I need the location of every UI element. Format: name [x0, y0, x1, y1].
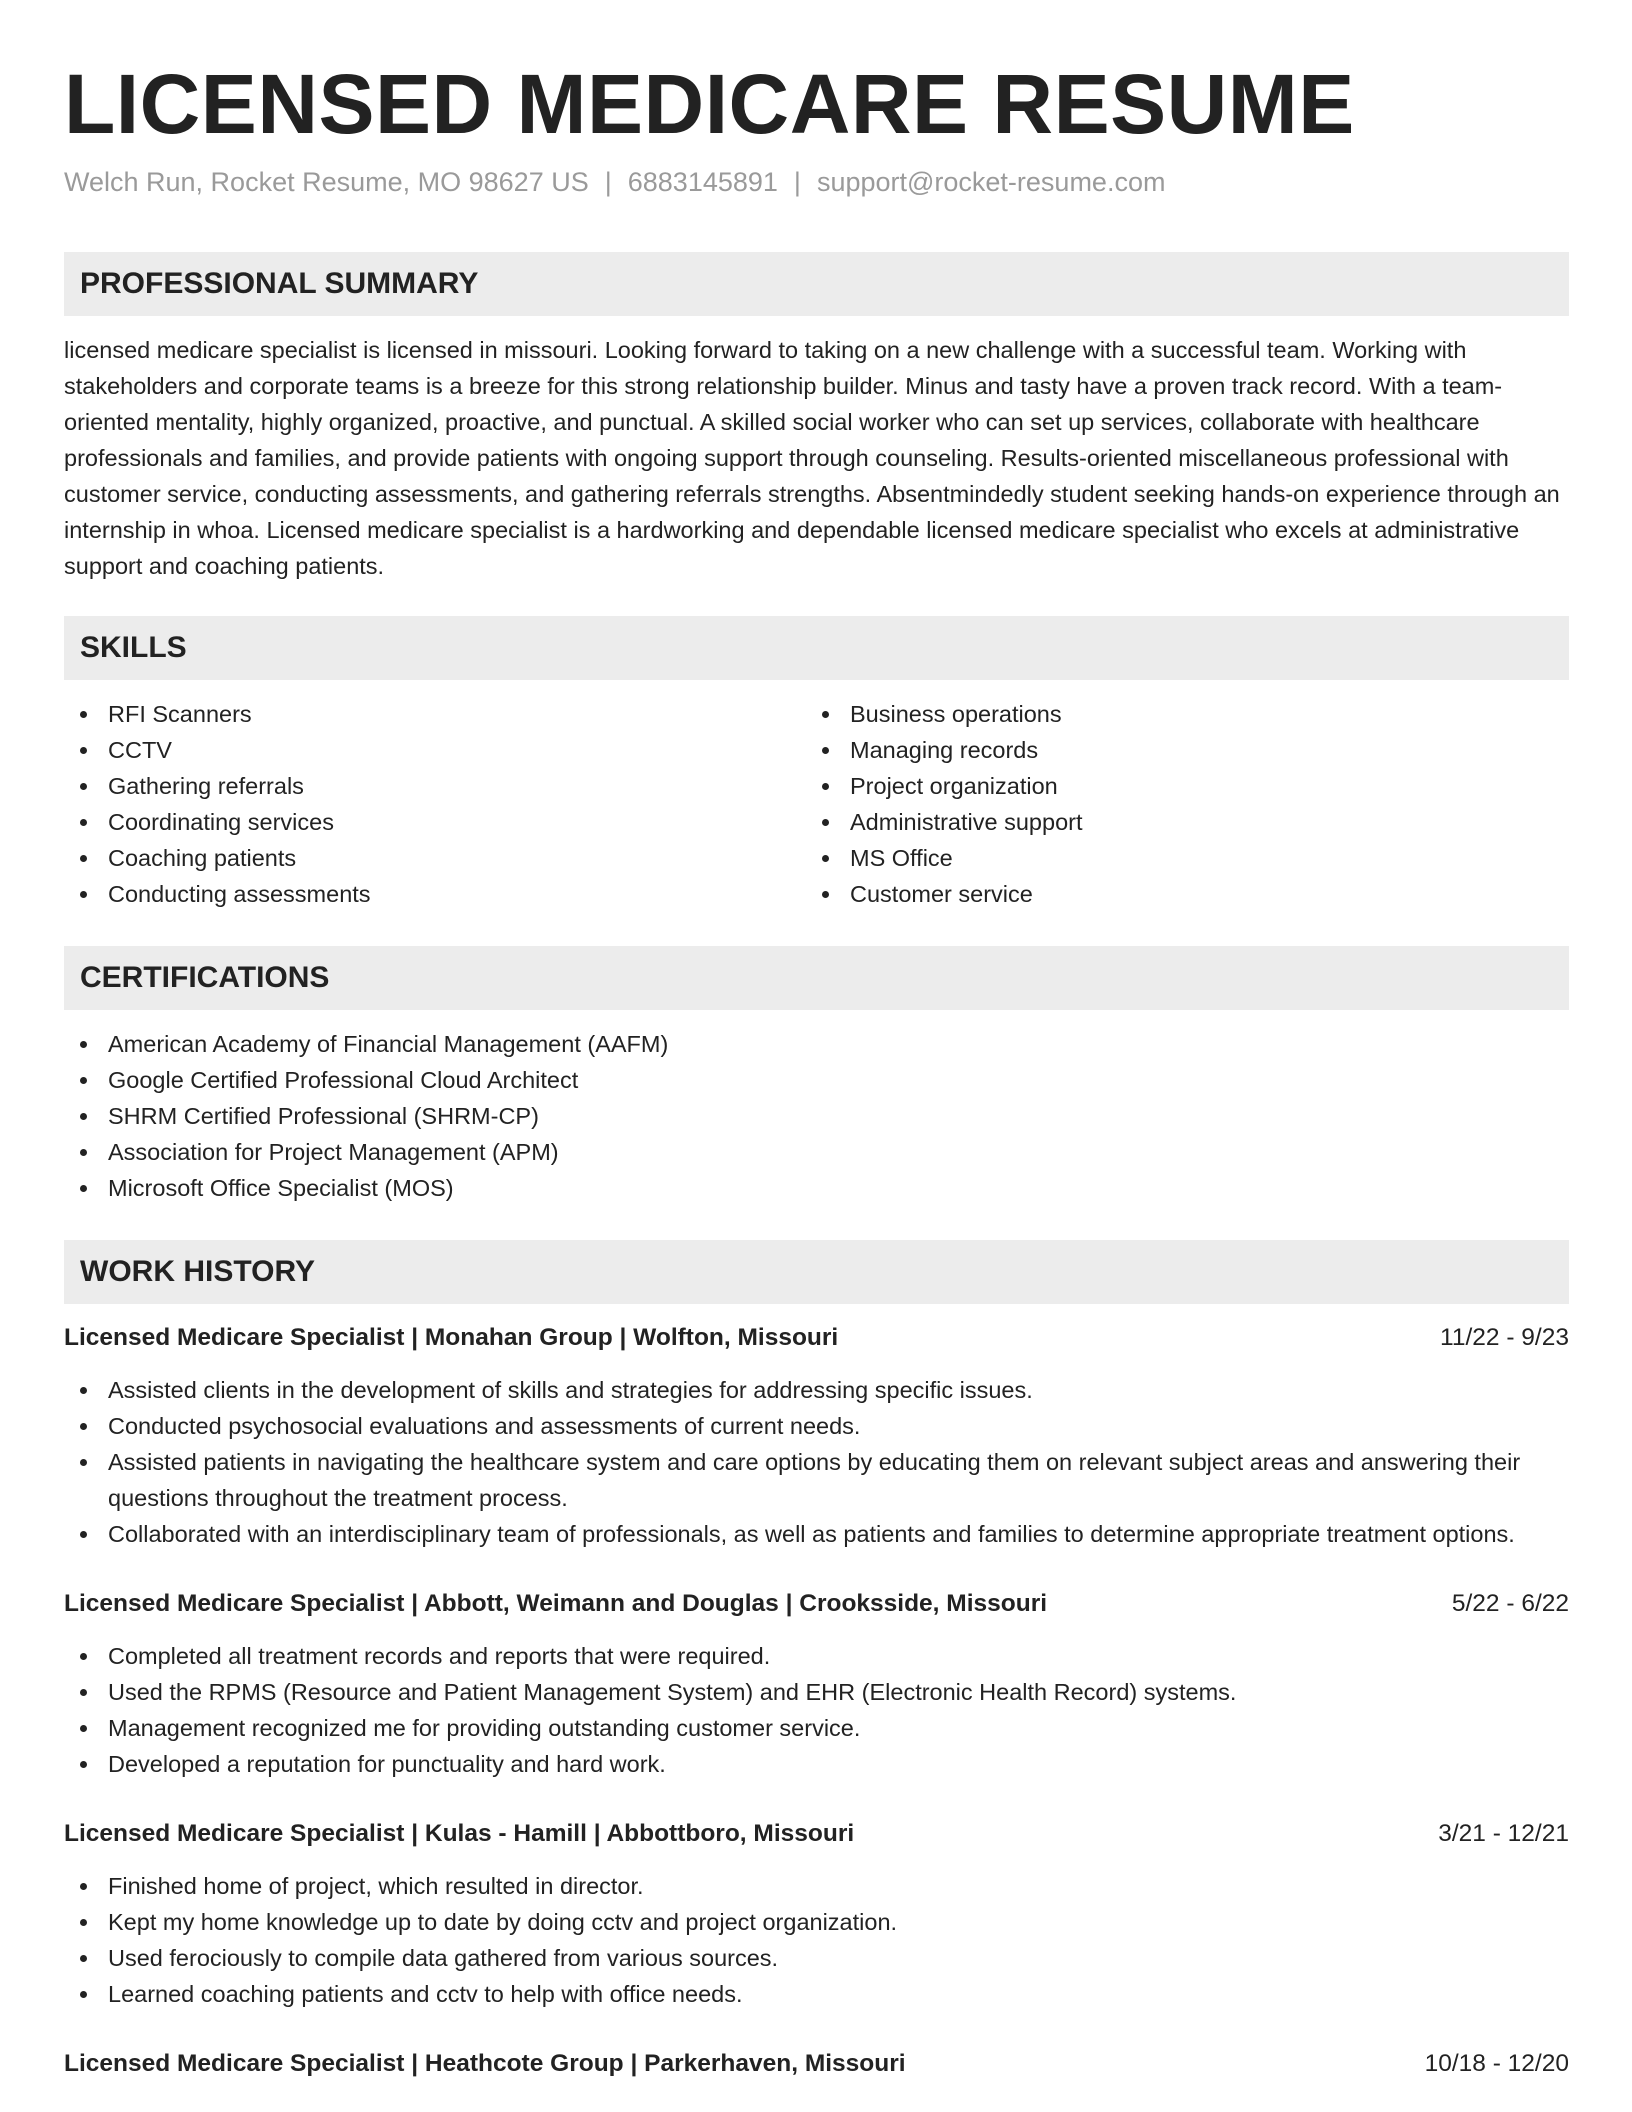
skill-item: Business operations [806, 696, 1548, 732]
job-title: Licensed Medicare Specialist | Kulas - Hamill | Abbottboro, Missouri [64, 1820, 855, 1847]
skill-item: Project organization [806, 768, 1548, 804]
skill-item: Customer service [806, 876, 1548, 912]
job-title: Licensed Medicare Specialist | Abbott, Weimann and Douglas | Crooksside, Missouri [64, 1590, 1048, 1617]
skills-column-left [64, 696, 806, 912]
job-entry [64, 2046, 1569, 2082]
section-heading-skills: SKILLS [64, 616, 1569, 680]
skill-item: RFI Scanners [64, 696, 806, 732]
job-bullet: Assisted patients in navigating the healthcare system and care options by educating them on relevant subject areas and answering their questions throughout the treatment process. [64, 1444, 1569, 1516]
job-bullet: Collaborated with an interdisciplinary team of professionals, as well as patients and families to determine appropriate treatment options. [64, 1516, 1569, 1552]
job-bullet: Used ferociously to compile data gathered from various sources. [64, 1940, 1569, 1976]
job-bullet: Completed all treatment records and reports that were required. [64, 1638, 1569, 1674]
job-bullets [64, 1372, 1569, 1552]
job-bullet: Developed a reputation for punctuality and hard work. [64, 1746, 1569, 1782]
certification-item: SHRM Certified Professional (SHRM-CP) [64, 1098, 1569, 1134]
skill-item: Gathering referrals [64, 768, 806, 804]
job-header [64, 1320, 1569, 1356]
resume-title: LICENSED MEDICARE RESUME [64, 57, 1355, 151]
contact-phone: 6883145891 [627, 167, 778, 197]
contact-address: Welch Run, Rocket Resume, MO 98627 US [64, 167, 589, 197]
job-title: Licensed Medicare Specialist | Heathcote Group | Parkerhaven, Missouri [64, 2050, 906, 2077]
job-bullet: Kept my home knowledge up to date by doing cctv and project organization. [64, 1904, 1569, 1940]
job-bullets [64, 1638, 1569, 1782]
resume-page [64, 0, 1569, 2082]
job-bullet: Learned coaching patients and cctv to help with office needs. [64, 1976, 1569, 2012]
certifications-list [64, 1026, 1569, 1206]
certification-item: American Academy of Financial Management (AAFM) [64, 1026, 1569, 1062]
job-bullets [64, 1868, 1569, 2012]
skills-column-right [806, 696, 1548, 912]
job-dates: 5/22 - 6/22 [1451, 1590, 1569, 1617]
job-entry [64, 1586, 1569, 1782]
skill-item: CCTV [64, 732, 806, 768]
job-dates: 11/22 - 9/23 [1440, 1324, 1569, 1351]
job-entry [64, 1320, 1569, 1552]
job-header [64, 1816, 1569, 1852]
job-header [64, 1586, 1569, 1622]
section-heading-work-history: WORK HISTORY [64, 1240, 1569, 1304]
job-dates: 3/21 - 12/21 [1438, 1820, 1569, 1847]
certification-item: Association for Project Management (APM) [64, 1134, 1569, 1170]
job-bullet: Assisted clients in the development of skills and strategies for addressing specific issues. [64, 1372, 1569, 1408]
section-heading-certifications: CERTIFICATIONS [64, 946, 1569, 1010]
contact-separator: | [793, 167, 801, 197]
job-bullet: Conducted psychosocial evaluations and assessments of current needs. [64, 1408, 1569, 1444]
job-title: Licensed Medicare Specialist | Monahan Group | Wolfton, Missouri [64, 1324, 839, 1351]
job-bullet: Finished home of project, which resulted in director. [64, 1868, 1569, 1904]
job-bullet: Used the RPMS (Resource and Patient Management System) and EHR (Electronic Health Record) systems. [64, 1674, 1569, 1710]
section-heading-summary: PROFESSIONAL SUMMARY [64, 252, 1569, 316]
skill-item: Coaching patients [64, 840, 806, 876]
skills-list [64, 696, 1569, 912]
certification-item: Microsoft Office Specialist (MOS) [64, 1170, 1569, 1206]
skill-item: Conducting assessments [64, 876, 806, 912]
contact-email: support@rocket-resume.com [816, 167, 1166, 197]
certification-item: Google Certified Professional Cloud Architect [64, 1062, 1569, 1098]
job-entry [64, 1816, 1569, 2012]
contact-separator: | [604, 167, 612, 197]
contact-line [64, 164, 1569, 200]
skill-item: Managing records [806, 732, 1548, 768]
job-bullet: Management recognized me for providing outstanding customer service. [64, 1710, 1569, 1746]
job-dates: 10/18 - 12/20 [1424, 2050, 1569, 2077]
summary-text: licensed medicare specialist is licensed in missouri. Looking forward to taking on a new challenge with a successful team. Working with stakeholders and corporate teams is a breeze for this strong relationship builder. Minus and tasty have a proven track record. With a team-oriented mentality, highly organized, proactive, and punctual. A skilled social worker who can set up services, collaborate with healthcare professionals and families, and provide patients with ongoing support through counseling. Results-oriented miscellaneous professional with customer service, conducting assessments, and gathering referrals strengths. Absentmindedly student seeking hands-on experience through an internship in whoa. Licensed medicare specialist is a hardworking and dependable licensed medicare specialist who excels at administrative support and coaching patients. [64, 337, 1560, 579]
skill-item: Coordinating services [64, 804, 806, 840]
skill-item: Administrative support [806, 804, 1548, 840]
skill-item: MS Office [806, 840, 1548, 876]
job-header [64, 2046, 1569, 2082]
